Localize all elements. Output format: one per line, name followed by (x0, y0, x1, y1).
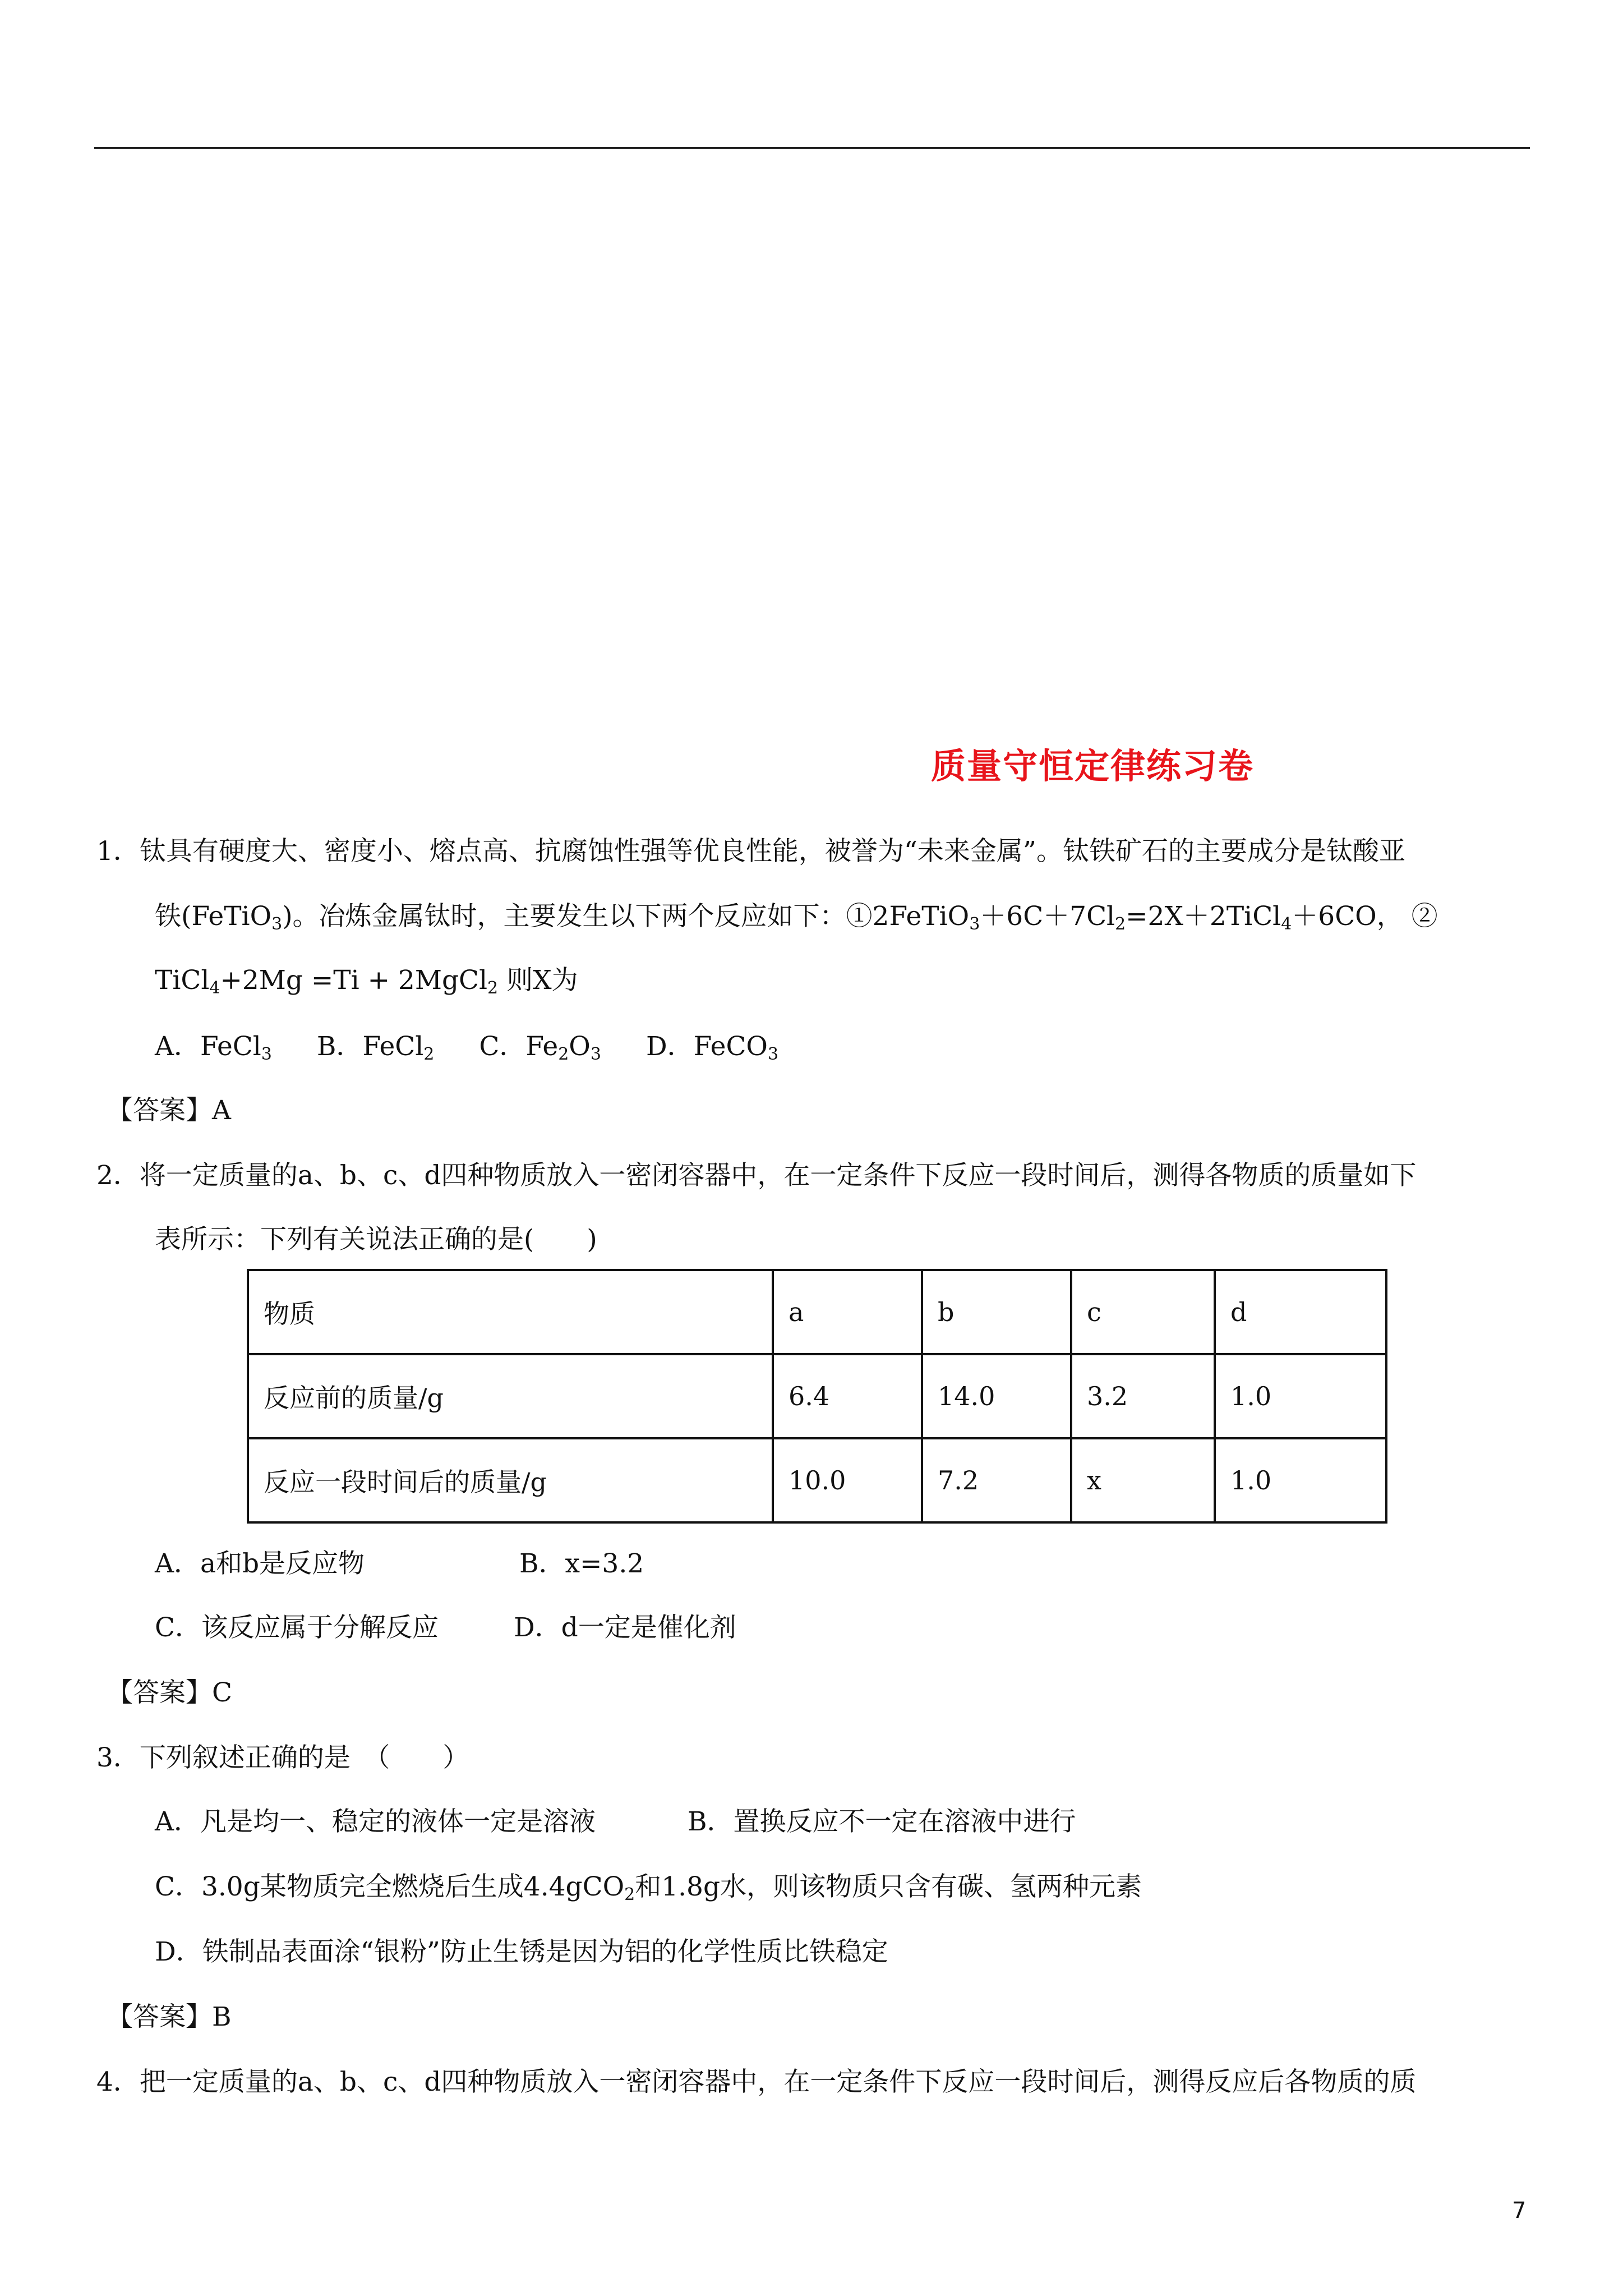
table-cell: a (773, 1270, 922, 1354)
q1-options (155, 1030, 823, 1064)
table-cell: c (1071, 1270, 1215, 1354)
table-cell: 反应一段时间后的质量/g (248, 1438, 773, 1522)
table-cell: 6.4 (773, 1354, 922, 1438)
page-number: 7 (1512, 2198, 1527, 2224)
table-cell: 7.2 (922, 1438, 1071, 1522)
q3-option-c: C．3.0g某物质完全燃烧后生成4.4gCO$_2$和1.8g水，则该物质只含有碳、氢两种元素 (155, 1871, 1142, 1904)
table-cell: 物质 (248, 1270, 773, 1354)
table-cell: 3.2 (1071, 1354, 1215, 1438)
q2-options-row2 (155, 1611, 736, 1645)
table-row (248, 1354, 1386, 1438)
q1-option-d: D．FeCO$_3$ (645, 1031, 779, 1064)
q3-option-a: A．凡是均一、稳定的液体一定是溶液 (155, 1806, 596, 1837)
table-cell: 10.0 (773, 1438, 922, 1522)
q2-option-c: C．该反应属于分解反应 (155, 1612, 439, 1643)
q1-answer: 【答案】A (107, 1095, 231, 1126)
q2-answer: 【答案】C (107, 1677, 232, 1708)
q1-line2: 铁(FeTiO$_3$)。冶炼金属钛时，主要发生以下两个反应如下：$①2FeTiO_3+6C+7Cl_2=2X+2TiCl_4+6CO$， ② (155, 901, 1438, 934)
table-cell: 1.0 (1215, 1438, 1386, 1522)
q2-option-a: A．a和b是反应物 (155, 1548, 365, 1579)
q2-options-row1 (155, 1547, 644, 1581)
q2-option-b: B．x=3.2 (519, 1548, 644, 1579)
q1-option-a: A．FeCl$_3$ (155, 1031, 272, 1064)
q3-option-d: D．铁制品表面涂“银粉”防止生锈是因为铝的化学性质比铁稳定 (155, 1936, 888, 1967)
q2-line2: 表所示：下列有关说法正确的是( ) (155, 1224, 597, 1255)
q1-line1: 1．钛具有硬度大、密度小、熔点高、抗腐蚀性强等优良性能，被誉为“未来金属”。钛铁矿石的主要成分是钛酸亚 (96, 836, 1405, 867)
q1-option-b: B．FeCl$_2$ (316, 1031, 435, 1064)
q3-option-b: B．置换反应不一定在溶液中进行 (688, 1806, 1076, 1837)
table-cell: 反应前的质量/g (248, 1354, 773, 1438)
q3-options-row1 (155, 1805, 1076, 1839)
table-cell: x (1071, 1438, 1215, 1522)
q2-line1: 2．将一定质量的a、b、c、d四种物质放入一密闭容器中，在一定条件下反应一段时间后，测得各物质的质量如下 (96, 1160, 1417, 1191)
q1-line3: TiCl$_4$+2Mg =Ti + 2MgCl$_2$ 则X为 (155, 965, 578, 998)
table-cell: 1.0 (1215, 1354, 1386, 1438)
table-cell: 14.0 (922, 1354, 1071, 1438)
mass-table (247, 1269, 1387, 1524)
table-cell: b (922, 1270, 1071, 1354)
q3-line1: 3．下列叙述正确的是 （ ） (96, 1742, 469, 1773)
page-title: 质量守恒定律练习卷 (931, 746, 1255, 786)
q3-answer: 【答案】B (107, 2001, 232, 2032)
table-row (248, 1438, 1386, 1522)
table-cell: d (1215, 1270, 1386, 1354)
header-rule (94, 147, 1530, 149)
q4-line1: 4．把一定质量的a、b、c、d四种物质放入一密闭容器中，在一定条件下反应一段时间后，测得反应后各物质的质 (96, 2067, 1417, 2097)
table-row (248, 1270, 1386, 1354)
q1-option-c: C．$Fe_2O_3$ (479, 1031, 601, 1064)
q2-option-d: D．d一定是催化剂 (514, 1612, 736, 1643)
